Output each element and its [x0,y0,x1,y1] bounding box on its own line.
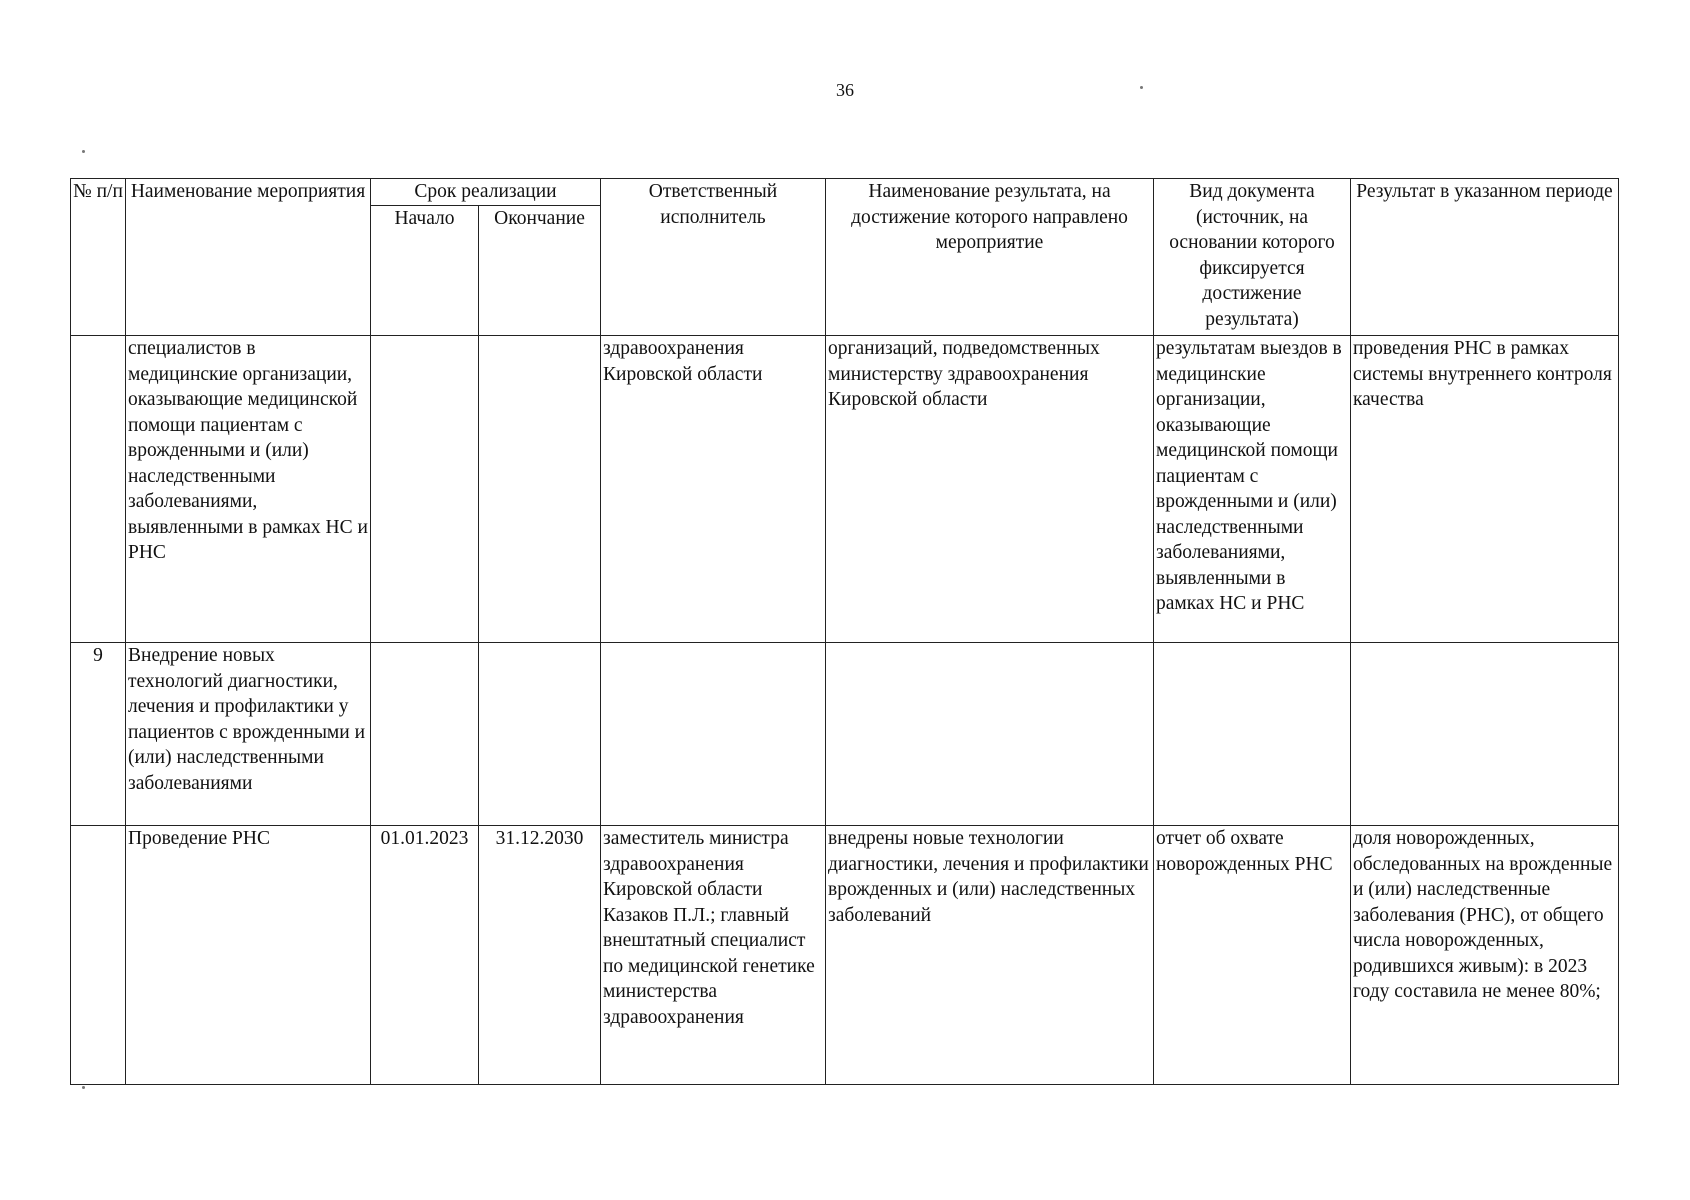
cell-doc-type [1154,643,1351,826]
cell-doc-type: отчет об охвате новорожденных РНС [1154,826,1351,1085]
cell-executor [601,643,826,826]
header-end: Окончание [479,205,601,336]
cell-start [371,643,479,826]
header-event-name: Наименование мероприятия [126,179,371,336]
cell-end [479,336,601,643]
scan-speck [1140,86,1143,89]
header-executor: Ответственный исполнитель [601,179,826,336]
cell-end [479,643,601,826]
cell-event: специалистов в медицинские организации, оказывающие медицинской помощи пациентам с врожденными и (или) наследственными заболеваниями, выявленными в рамках НС и РНС [126,336,371,643]
header-period: Срок реализации [371,179,601,206]
cell-period-result [1351,643,1619,826]
header-period-result: Результат в указанном периоде [1351,179,1619,336]
cell-num [71,336,126,643]
cell-result-name: организаций, подведомственных министерству здравоохранения Кировской области [826,336,1154,643]
cell-num [71,826,126,1085]
cell-period-result: проведения РНС в рамках системы внутреннего контроля качества [1351,336,1619,643]
page-number: 36 [836,80,854,100]
header-num: № п/п [71,179,126,336]
cell-event: Внедрение новых технологий диагностики, лечения и профилактики у пациентов с врожденными и (или) наследственными заболеваниями [126,643,371,826]
table-row [71,336,1619,643]
cell-executor: здравоохранения Кировской области [601,336,826,643]
cell-num: 9 [71,643,126,826]
cell-result-name: внедрены новые технологии диагностики, лечения и профилактики врожденных и (или) наследственных заболеваний [826,826,1154,1085]
cell-doc-type: результатам выездов в медицинские организации, оказывающие медицинской помощи пациентам с врожденными и (или) наследственными заболеваниями, выявленными в рамках НС и РНС [1154,336,1351,643]
cell-start: 01.01.2023 [371,826,479,1085]
cell-event: Проведение РНС [126,826,371,1085]
table-row [71,643,1619,826]
header-start: Начало [371,205,479,336]
cell-start [371,336,479,643]
scan-speck [82,1086,85,1089]
cell-end: 31.12.2030 [479,826,601,1085]
header-result-name: Наименование результата, на достижение которого направлено мероприятие [826,179,1154,336]
table-row [71,826,1619,1085]
table-header-row [71,179,1619,206]
header-doc-type: Вид документа (источник, на основании которого фиксируется достижение результата) [1154,179,1351,336]
cell-executor: заместитель министра здравоохранения Кировской области Казаков П.Л.; главный внештатный специалист по медицинской генетике министерства здравоохранения [601,826,826,1085]
activities-table [70,178,1619,1085]
scan-speck [82,150,85,153]
cell-result-name [826,643,1154,826]
cell-period-result: доля новорожденных, обследованных на врожденные и (или) наследственные заболевания (РНС), от общего числа новорожденных, родившихся живым): в 2023 году составила не менее 80%; [1351,826,1619,1085]
